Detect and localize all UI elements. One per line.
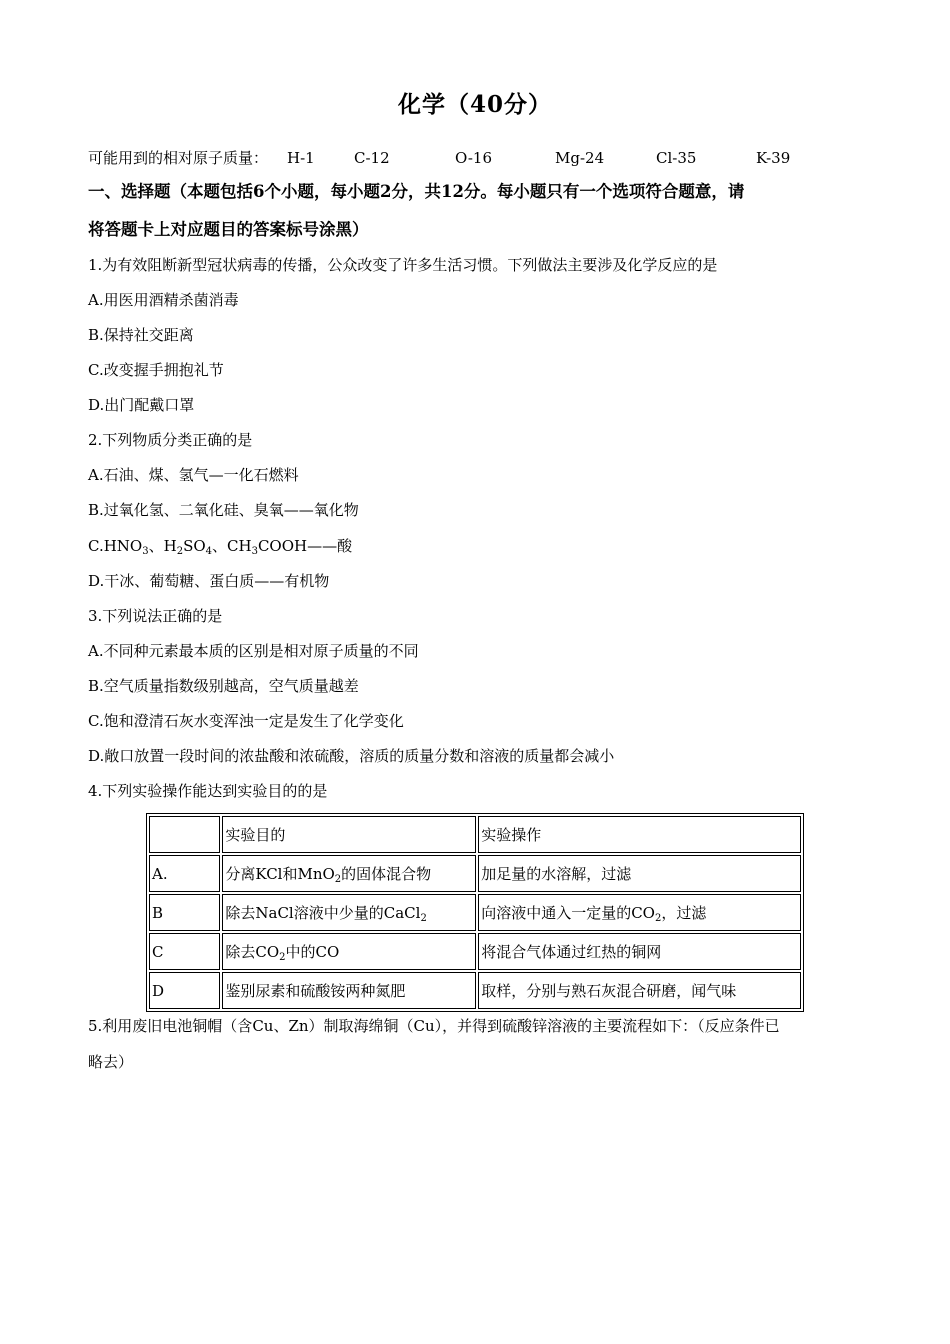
question-3-stem: 3.下列说法正确的是: [88, 607, 223, 625]
mass-o: O-16: [455, 149, 493, 167]
table-row: [149, 894, 801, 931]
row-purpose: 鉴别尿素和硫酸铵两种氮肥: [222, 972, 476, 1009]
experiment-table: [146, 813, 804, 1012]
row-operation: 将混合气体通过红热的铜网: [478, 933, 801, 970]
row-label: C: [149, 933, 220, 970]
question-5-stem-cont: 略去）: [88, 1053, 134, 1071]
question-3-option-d: D.敞口放置一段时间的浓盐酸和浓硫酸，溶质的质量分数和溶液的质量都会减小: [88, 747, 615, 765]
question-5-stem: 5.利用废旧电池铜帽（含Cu、Zn）制取海绵铜（Cu），并得到硫酸锌溶液的主要流程如下：（反应条件已: [88, 1017, 780, 1035]
mass-c: C-12: [354, 149, 390, 167]
table-row: [149, 972, 801, 1009]
table-row: [149, 855, 801, 892]
question-1-option-a: A.用医用酒精杀菌消毒: [88, 291, 239, 309]
table-row: [149, 933, 801, 970]
table-header-cell: 实验操作: [478, 816, 801, 853]
table-header-cell: [149, 816, 220, 853]
mass-cl: Cl-35: [656, 149, 697, 167]
table-header-cell: 实验目的: [222, 816, 476, 853]
question-3-option-c: C.饱和澄清石灰水变浑浊一定是发生了化学变化: [88, 712, 404, 730]
question-1-option-c: C.改变握手拥抱礼节: [88, 361, 224, 379]
question-3-option-b: B.空气质量指数级别越高，空气质量越差: [88, 677, 359, 695]
row-purpose: 除去NaCl溶液中少量的CaCl$_2$: [222, 894, 476, 931]
mass-mg: Mg-24: [555, 149, 605, 167]
row-operation: 取样，分别与熟石灰混合研磨，闻气味: [478, 972, 801, 1009]
table-header-row: [149, 816, 801, 853]
row-label: D: [149, 972, 220, 1009]
question-1-option-d: D.出门配戴口罩: [88, 396, 195, 414]
question-2-option-d: D.干冰、葡萄糖、蛋白质——有机物: [88, 572, 330, 590]
row-operation: 加足量的水溶解，过滤: [478, 855, 801, 892]
row-label: A.: [149, 855, 220, 892]
question-2-stem: 2.下列物质分类正确的是: [88, 431, 253, 449]
question-2-option-a: A.石油、煤、氢气—一化石燃料: [88, 466, 299, 484]
atomic-masses-label: 可能用到的相对原子质量：: [88, 149, 269, 167]
question-1-stem: 1.为有效阻断新型冠状病毒的传播，公众改变了许多生活习惯。下列做法主要涉及化学反应的是: [88, 256, 718, 274]
section-heading: 一、选择题（本题包括6个小题，每小题2分，共12分。每小题只有一个选项符合题意，请: [88, 182, 745, 201]
page-title: 化学（40分）: [397, 91, 552, 118]
mass-k: K-39: [756, 149, 791, 167]
question-2-option-c: $C.HNO_3$、$H_2SO_4$、$CH_3COOH——$酸: [88, 537, 353, 557]
question-3-option-a: A.不同种元素最本质的区别是相对原子质量的不同: [88, 642, 419, 660]
question-2-option-b: B.过氧化氢、二氧化硅、臭氧——氧化物: [88, 501, 359, 519]
question-1-option-b: B.保持社交距离: [88, 326, 194, 344]
row-label: B: [149, 894, 220, 931]
row-purpose: 分离KCl和MnO$_2$的固体混合物: [222, 855, 476, 892]
mass-h: H-1: [287, 149, 315, 167]
section-heading-cont: 将答题卡上对应题目的答案标号涂黑）: [88, 220, 369, 239]
row-operation: 向溶液中通入一定量的$CO_2$，过滤: [478, 894, 801, 931]
question-4-stem: 4.下列实验操作能达到实验目的的是: [88, 782, 328, 800]
row-purpose: 除去$CO_2$中的CO: [222, 933, 476, 970]
